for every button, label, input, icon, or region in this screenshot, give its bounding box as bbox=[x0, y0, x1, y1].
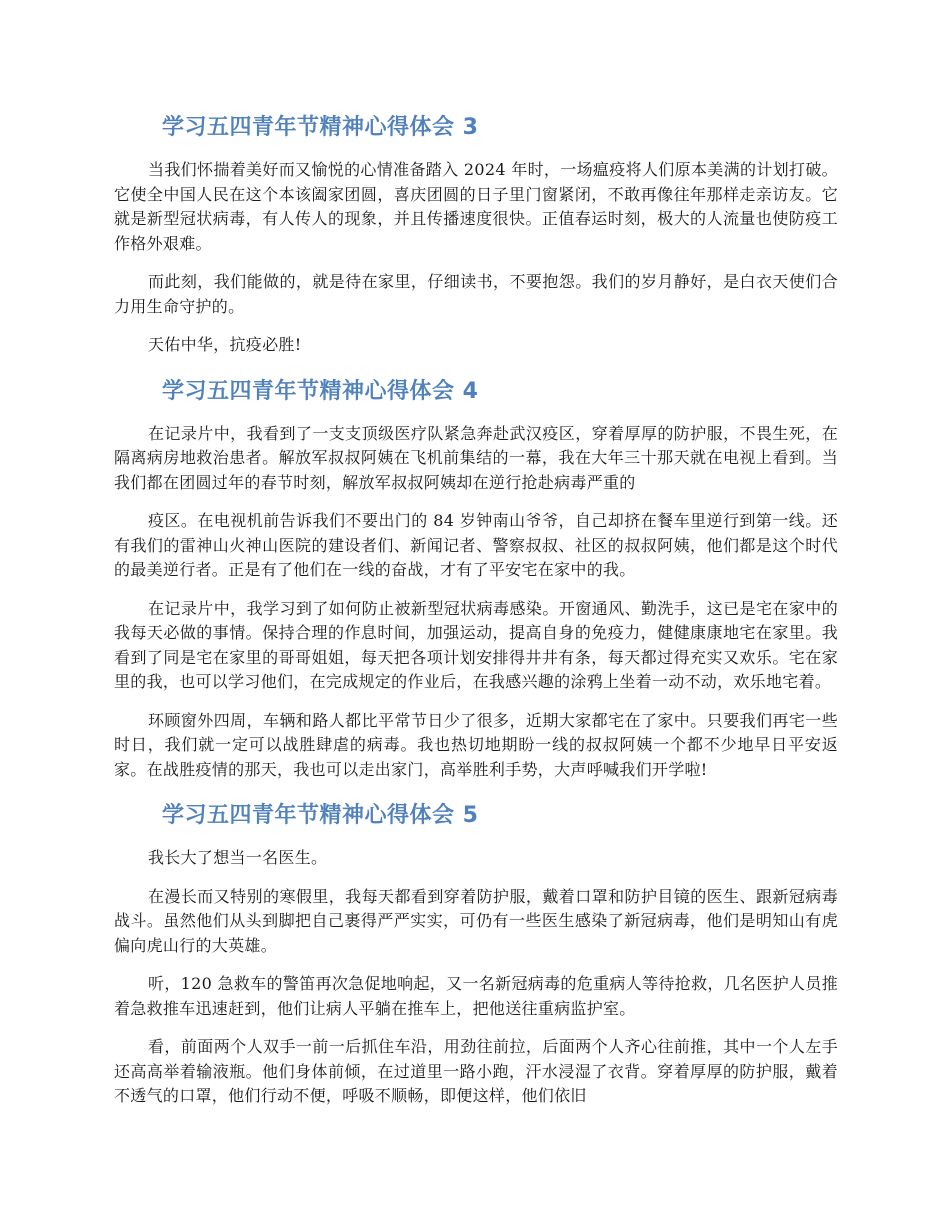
section-3 bbox=[114, 108, 838, 358]
section-title: 学习五四青年节精神心得体会 3 bbox=[162, 115, 479, 140]
document-page bbox=[114, 108, 838, 1123]
paragraph: 疫区。在电视机前告诉我们不要出门的 84 岁钟南山爷爷，自己却挤在餐车里逆行到第一线。还有我们的雷神山火神山医院的建设者们、新闻记者、警察叔叔、社区的叔叔阿姨，他们都是这个时代的最美逆行者。正是有了他们在一线的奋战，才有了平安宅在家中的我。 bbox=[114, 511, 838, 579]
paragraph: 我长大了想当一名医生。 bbox=[148, 848, 328, 867]
section-5 bbox=[114, 796, 838, 1109]
section-title: 学习五四青年节精神心得体会 5 bbox=[162, 803, 479, 828]
paragraph: 天佑中华，抗疫必胜! bbox=[148, 335, 302, 354]
section-4 bbox=[114, 372, 838, 783]
section-title: 学习五四青年节精神心得体会 4 bbox=[162, 378, 479, 404]
paragraph: 环顾窗外四周，车辆和路人都比平常节日少了很多，近期大家都宅在了家中。只要我们再宅一些时日，我们就一定可以战胜肆虐的病毒。我也热切地期盼一线的叔叔阿姨一个都不少地早日平安返家。在战胜疫情的那天，我也可以走出家门，高举胜利手势，大声呼喊我们开学啦! bbox=[114, 710, 838, 779]
paragraph: 在漫长而又特别的寒假里，我每天都看到穿着防护服，戴着口罩和防护目镜的医生、跟新冠病毒战斗。虽然他们从头到脚把自己裹得严严实实，可仍有一些医生感染了新冠病毒，他们是明知山有虎偏向虎山行的大英雄。 bbox=[114, 886, 838, 955]
paragraph: 在记录片中，我看到了一支支顶级医疗队紧急奔赴武汉疫区，穿着厚厚的防护服，不畏生死，在隔离病房地救治患者。解放军叔叔阿姨在飞机前集结的一幕，我在大年三十那天就在电视上看到。当我们都在团圆过年的春节时刻，解放军叔叔阿姨却在逆行抢赴病毒严重的 bbox=[114, 423, 838, 492]
paragraph: 而此刻，我们能做的，就是待在家里，仔细读书，不要抱怨。我们的岁月静好，是白衣天使们合力用生命守护的。 bbox=[114, 272, 838, 316]
paragraph: 听，120 急救车的警笛再次急促地响起，又一名新冠病毒的危重病人等待抢救，几名医护人员推着急救推车迅速赶到，他们让病人平躺在推车上，把他送往重病监护室。 bbox=[114, 974, 838, 1018]
paragraph: 当我们怀揣着美好而又愉悦的心情准备踏入 2024 年时，一场瘟疫将人们原本美满的计划打破。它使全中国人民在这个本该阖家团圆，喜庆团圆的日子里门窗紧闭，不敢再像往年那样走亲访友。它就是新型冠状病毒，有人传人的现象，并且传播速度很快。正值春运时刻，极大的人流量也使防疫工作格外艰难。 bbox=[114, 160, 838, 253]
paragraph: 看，前面两个人双手一前一后抓住车沿，用劲往前拉，后面两个人齐心往前推，其中一个人左手还高高举着输液瓶。他们身体前倾，在过道里一路小跑，汗水浸湿了衣背。穿着厚厚的防护服，戴着不透气的口罩，他们行动不便，呼吸不顺畅，即便这样，他们依旧 bbox=[114, 1037, 838, 1105]
paragraph: 在记录片中，我学习到了如何防止被新型冠状病毒感染。开窗通风、勤洗手，这已是宅在家中的我每天必做的事情。保持合理的作息时间，加强运动，提高自身的免疫力，健健康康地宅在家里。我看到了同是宅在家里的哥哥姐姐，每天把各项计划安排得井井有条，每天都过得充实又欢乐。宅在家里的我，也可以学习他们，在完成规定的作业后，在我感兴趣的涂鸦上坐着一动不动，欢乐地宅着。 bbox=[114, 598, 838, 691]
